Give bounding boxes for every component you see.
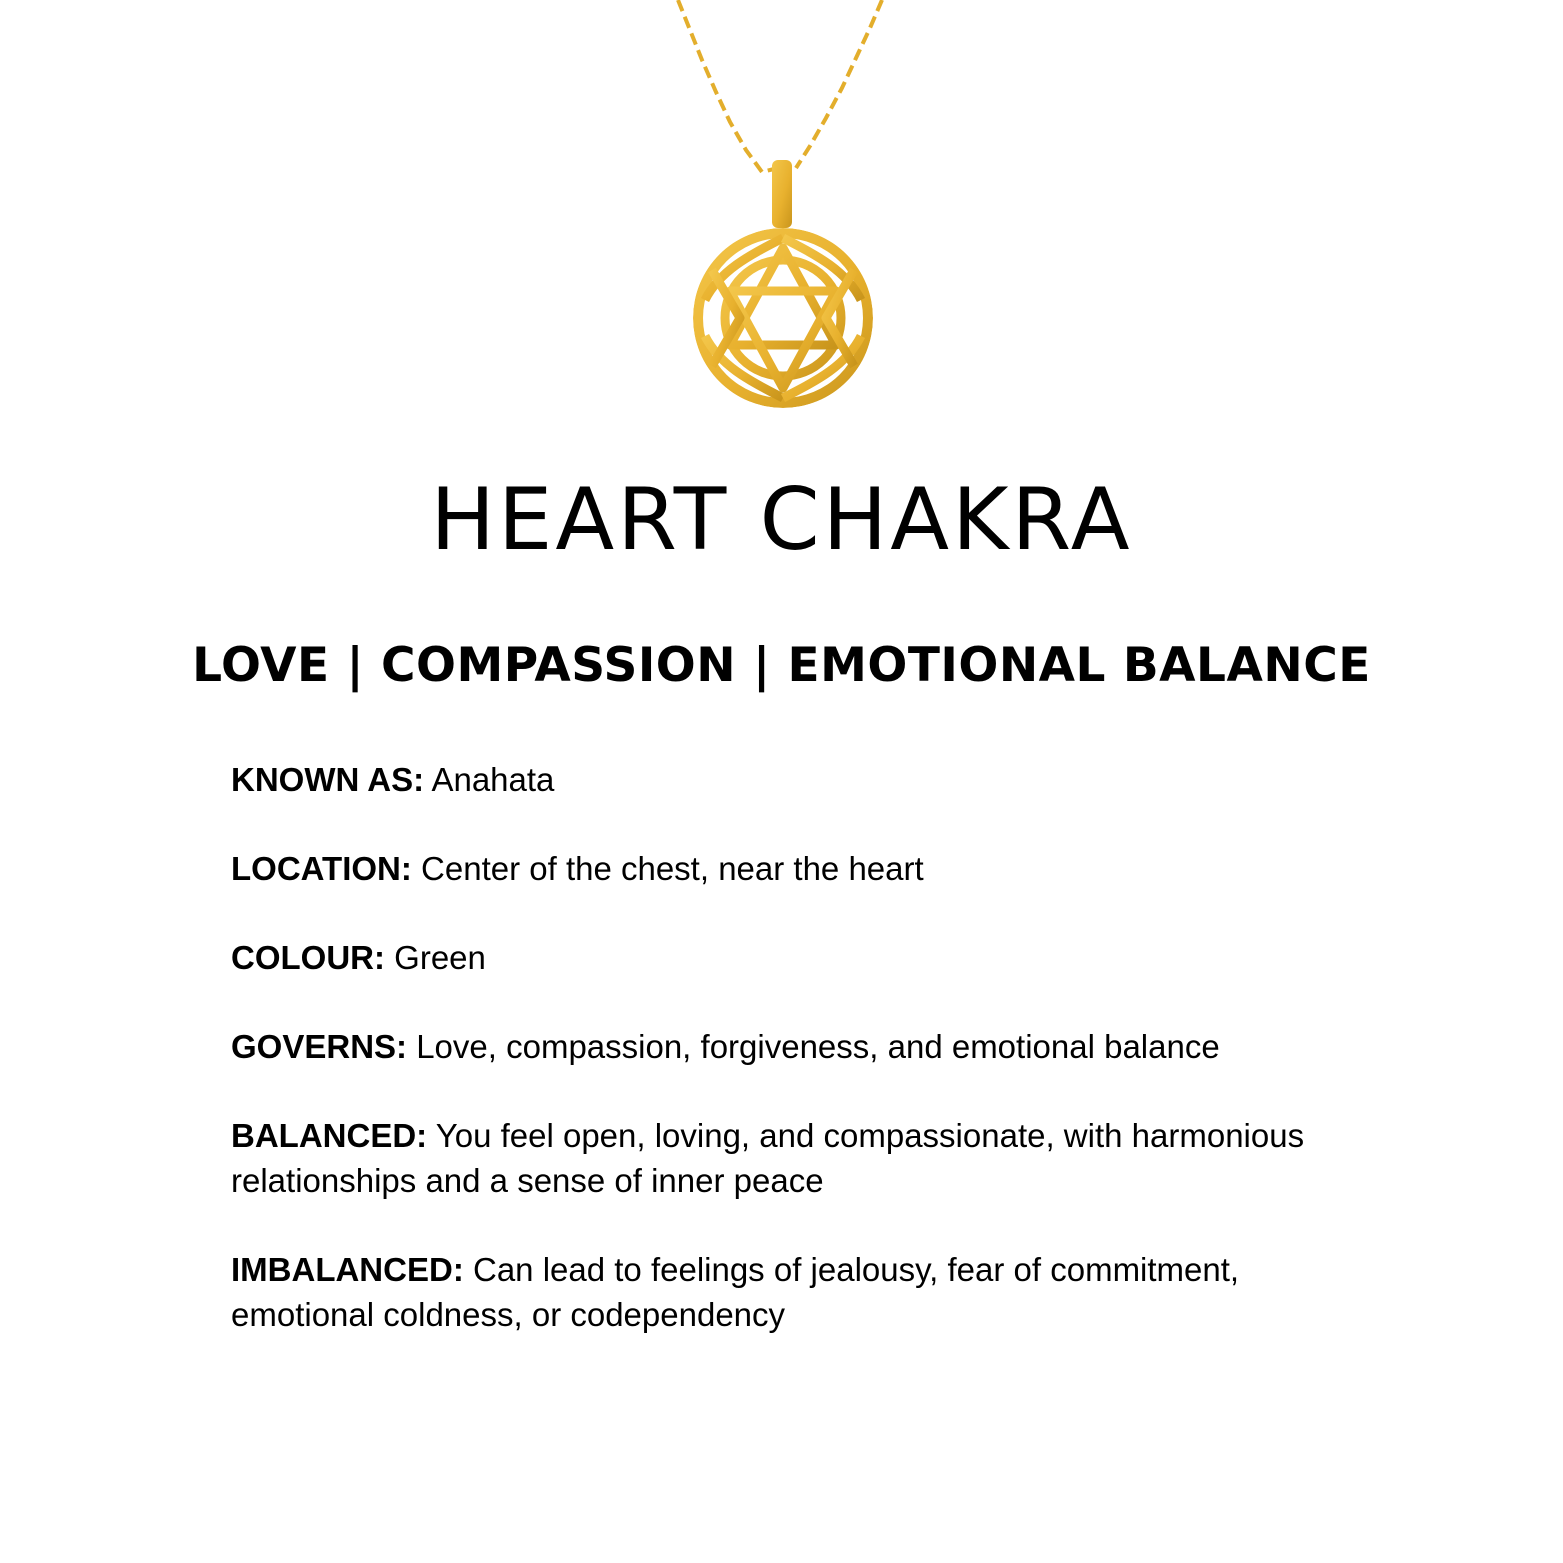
fact-value: Love, compassion, forgiveness, and emotional balance xyxy=(416,1028,1220,1065)
fact-label: KNOWN AS: xyxy=(231,761,425,798)
fact-value: Center of the chest, near the heart xyxy=(421,850,924,887)
fact-colour xyxy=(231,935,1351,980)
chain xyxy=(678,0,882,172)
subtitle: LOVE | COMPASSION | EMOTIONAL BALANCE xyxy=(192,638,1371,693)
fact-label: IMBALANCED: xyxy=(231,1251,464,1288)
fact-value: Green xyxy=(394,939,486,976)
fact-imbalanced xyxy=(231,1247,1351,1337)
fact-value: You feel open, loving, and compassionate, with harmonious relationships and a sense of inner peace xyxy=(231,1117,1305,1199)
fact-label: GOVERNS: xyxy=(231,1028,408,1065)
heart-chakra-pendant-icon xyxy=(0,0,1563,420)
fact-label: BALANCED: xyxy=(231,1117,428,1154)
fact-value: Can lead to feelings of jealousy, fear of commitment, emotional coldness, or codependency xyxy=(231,1251,1240,1333)
page-title: HEART CHAKRA xyxy=(430,470,1133,570)
fact-known-as xyxy=(231,757,1351,802)
fact-governs xyxy=(231,1024,1351,1069)
facts-list xyxy=(231,757,1351,1381)
bail xyxy=(772,160,792,228)
fact-balanced xyxy=(231,1113,1351,1203)
fact-location xyxy=(231,846,1351,891)
fact-value: Anahata xyxy=(431,761,555,798)
fact-label: LOCATION: xyxy=(231,850,412,887)
fact-label: COLOUR: xyxy=(231,939,385,976)
